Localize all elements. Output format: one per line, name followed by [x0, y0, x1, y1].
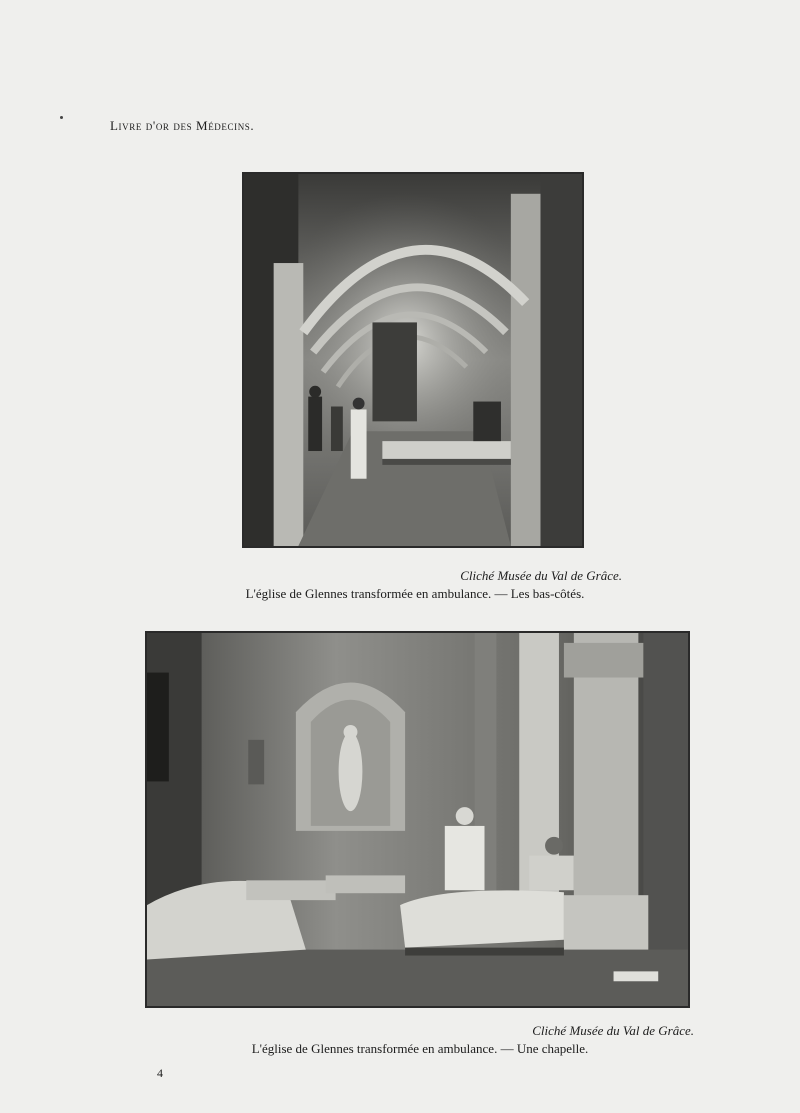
photo-credit: Cliché Musée du Val de Grâce.: [532, 1023, 694, 1038]
running-head: Livre d'or des Médecins.: [110, 118, 255, 133]
photo-caption: L'église de Glennes transformée en ambulance. — Les bas-côtés.: [245, 586, 585, 601]
page-number: 4: [157, 1066, 163, 1080]
photo-credit: Cliché Musée du Val de Grâce.: [460, 568, 622, 583]
photo-church-chapel: [145, 631, 690, 1008]
print-speck: [60, 116, 63, 119]
photo-caption: L'église de Glennes transformée en ambulance. — Une chapelle.: [251, 1041, 589, 1056]
photo-church-aisles: [242, 172, 584, 548]
